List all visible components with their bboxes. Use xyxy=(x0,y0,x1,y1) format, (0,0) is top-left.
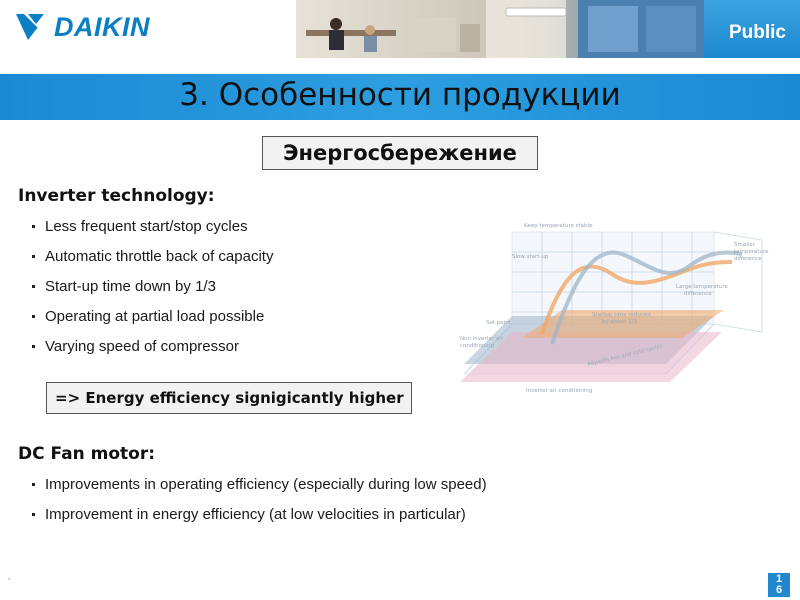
bullet-icon xyxy=(32,483,35,486)
logo-text: DAIKIN xyxy=(54,11,150,42)
label-startup-reduced-2: by about 1/3 xyxy=(602,319,637,325)
list-item: Operating at partial load possible xyxy=(32,301,273,331)
classification-label: Public xyxy=(728,22,786,43)
label-smaller-diff-3: difference xyxy=(734,256,762,262)
footer-marker: * xyxy=(8,578,11,584)
label-startup-reduced-1: Startup time reduced xyxy=(592,312,651,318)
result-callout: => Energy efficiency signigicantly higher xyxy=(46,382,412,414)
label-repeats: Repeats hot and cold cycles xyxy=(587,343,664,368)
label-inverter-ac: Inverter air conditioning xyxy=(526,388,593,394)
list-item: Less frequent start/stop cycles xyxy=(32,211,273,241)
bullet-icon xyxy=(32,345,35,348)
header-photo xyxy=(296,0,704,58)
label-non-inverter-1: Non inverter air xyxy=(460,336,504,342)
dc-fan-heading: DC Fan motor: xyxy=(18,444,155,464)
bullet-icon xyxy=(32,315,35,318)
inverter-list xyxy=(32,211,273,361)
list-item: Start-up time down by 1/3 xyxy=(32,271,273,301)
label-non-inverter-2: conditioning xyxy=(460,343,494,349)
label-large-diff-2: difference xyxy=(684,291,712,297)
label-slow-start: Slow start-up xyxy=(512,254,549,260)
label-smaller-diff-1: Smaller xyxy=(734,242,755,248)
list-item: Improvement in energy efficiency (at low velocities in particular) xyxy=(32,499,487,529)
section-subtitle-box: Энергосбережение xyxy=(262,136,538,170)
list-item: Improvements in operating efficiency (especially during low speed) xyxy=(32,469,487,499)
daikin-logo xyxy=(14,12,150,42)
bullet-icon xyxy=(32,285,35,288)
label-smaller-diff-2: temperature xyxy=(734,249,769,255)
label-set-point: Set point xyxy=(486,320,511,326)
page-title: 3. Особенности продукции xyxy=(179,77,621,113)
bullet-icon xyxy=(32,513,35,516)
bullet-icon xyxy=(32,255,35,258)
header-accent-panel xyxy=(704,0,800,58)
label-keep-stable: Keep temperature stable xyxy=(524,223,593,229)
bullet-icon xyxy=(32,225,35,228)
label-large-diff-1: Large temperature xyxy=(676,284,728,290)
list-item: Varying speed of compressor xyxy=(32,331,273,361)
dc-fan-list xyxy=(32,469,487,529)
inverter-heading: Inverter technology: xyxy=(18,186,215,206)
title-bar xyxy=(0,74,800,120)
list-item: Automatic throttle back of capacity xyxy=(32,241,273,271)
daikin-logo-icon xyxy=(14,12,50,42)
page-number: 1 6 xyxy=(768,573,790,597)
inverter-diagram xyxy=(452,214,776,410)
